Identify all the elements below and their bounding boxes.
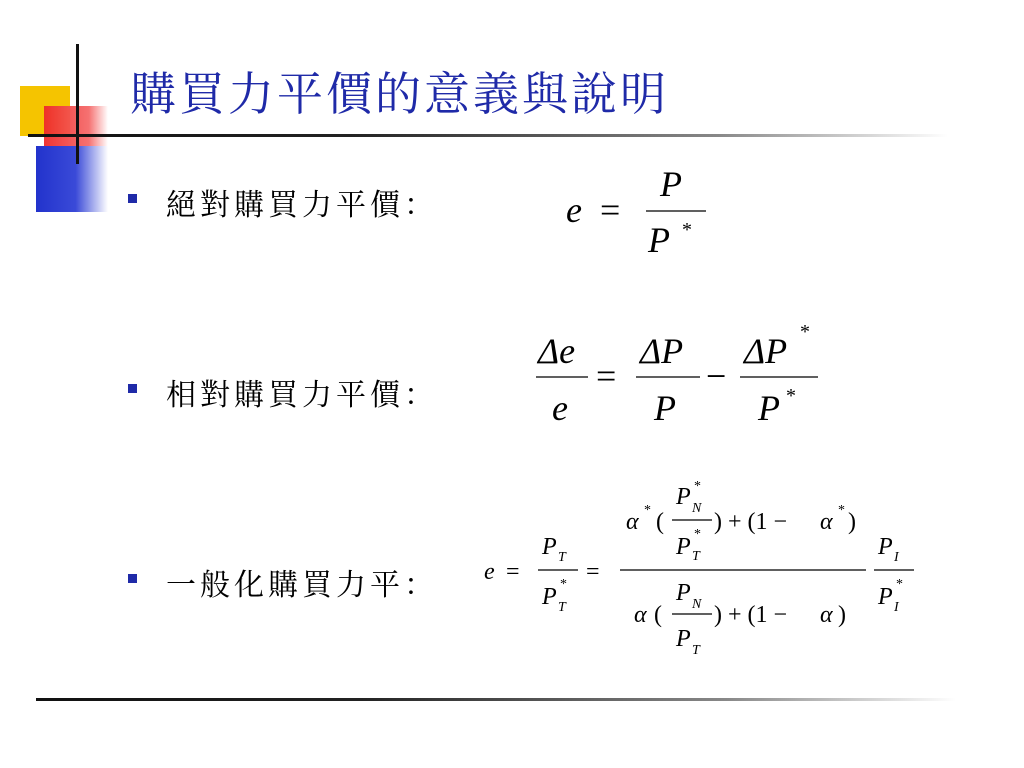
eq-p: P [676, 626, 691, 652]
bullet-label: 絕對購買力平價： [166, 188, 438, 223]
decor-blue-square [36, 146, 108, 212]
eq-equals: = [586, 559, 600, 585]
eq-sub-i: I [894, 550, 899, 565]
eq-delta-e: Δe [538, 331, 576, 371]
eq-numerator-p: P [660, 164, 682, 204]
eq-p: P [542, 584, 557, 610]
bullet-label: 一般化購買力平： [166, 568, 438, 603]
eq-p-star: P [758, 388, 780, 428]
eq-p: P [878, 534, 893, 560]
eq-lhs-e: e [484, 559, 495, 585]
equation-general-ppp [480, 474, 930, 674]
eq-sub-n: N [692, 597, 702, 612]
eq-star-sup: * [644, 503, 651, 518]
eq-e: e [552, 388, 568, 428]
eq-star-sup: * [786, 385, 796, 407]
title-underline [28, 134, 948, 137]
eq-star-sup: * [896, 577, 903, 592]
slide-title: 購買力平價的意義與說明 [130, 67, 669, 121]
decor-vertical-line [76, 44, 79, 164]
eq-sub-n: N [692, 501, 702, 516]
eq-p: P [542, 534, 557, 560]
eq-sub-t: T [558, 600, 566, 615]
eq-p: P [878, 584, 893, 610]
eq-star-sup: * [682, 219, 692, 241]
eq-sub-t: T [558, 550, 566, 565]
eq-paren: ) [848, 509, 856, 535]
eq-sub-t: T [692, 643, 700, 658]
equation-relative-ppp [530, 318, 830, 438]
eq-star-sup: * [838, 503, 845, 518]
footer-line [36, 698, 956, 701]
bullet-square-icon [128, 574, 137, 583]
eq-alpha: α [626, 509, 639, 535]
bullet-square-icon [128, 194, 137, 203]
eq-sub-t: T [692, 549, 700, 564]
eq-plus-one-minus: ) + (1 − [714, 509, 788, 535]
bullet-label: 相對購買力平價： [166, 378, 438, 413]
equation-absolute-ppp [560, 160, 720, 260]
eq-star-sup: * [694, 479, 701, 494]
eq-delta-p-star: ΔP [744, 331, 788, 371]
eq-alpha: α [634, 602, 647, 628]
eq-equals: = [596, 356, 617, 396]
eq-alpha: α [820, 602, 833, 628]
bullet-square-icon [128, 384, 137, 393]
eq-denominator-p: P [648, 220, 670, 260]
eq-lhs-e: e [566, 190, 582, 230]
eq-star-sup: * [694, 527, 701, 542]
eq-p: P [654, 388, 676, 428]
eq-p: P [676, 534, 691, 560]
eq-p: P [676, 580, 691, 606]
eq-plus-one-minus: ) + (1 − [714, 602, 788, 628]
eq-minus: − [706, 356, 727, 396]
eq-star-sup: * [560, 577, 567, 592]
eq-equals: = [506, 559, 520, 585]
eq-p: P [676, 484, 691, 510]
eq-equals: = [600, 190, 621, 230]
eq-paren: ( [656, 509, 664, 535]
eq-paren: ( [654, 602, 662, 628]
eq-sub-i: I [894, 600, 899, 615]
eq-star-sup: * [800, 321, 810, 343]
eq-alpha: α [820, 509, 833, 535]
eq-delta-p: ΔP [640, 331, 684, 371]
eq-paren: ) [838, 602, 846, 628]
